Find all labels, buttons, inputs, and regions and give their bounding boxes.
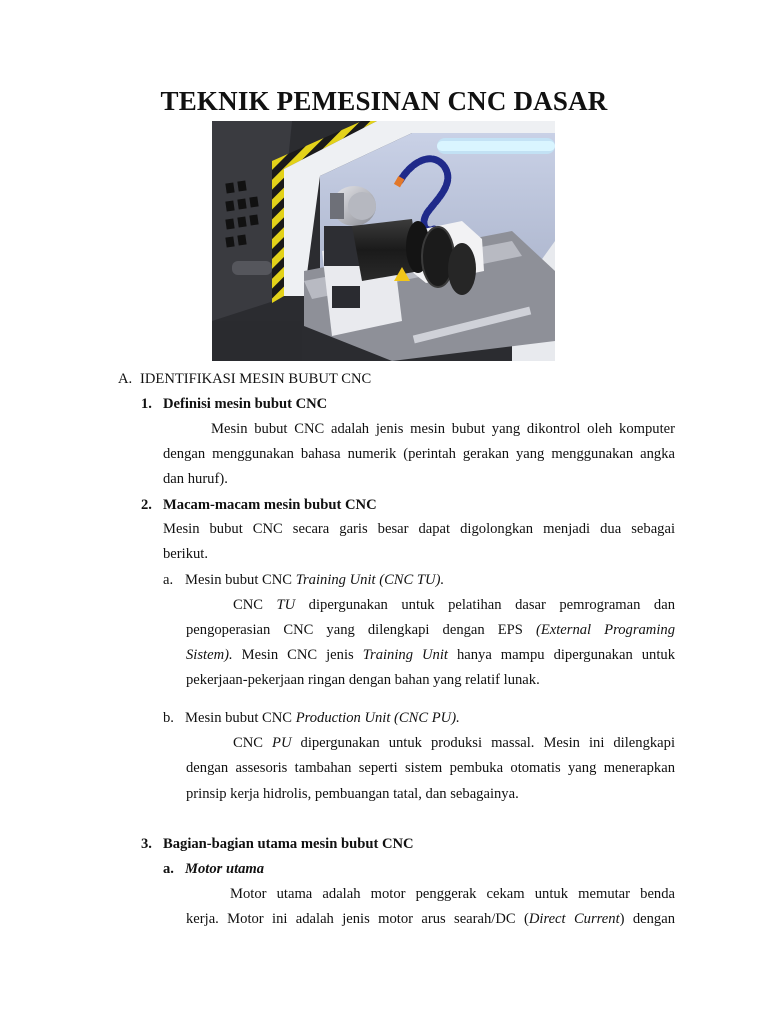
- paragraph-line: dengan menggunakan bahasa numerik (perintah gerakan yang menggunakan angka: [163, 446, 675, 462]
- item-title: Bagian-bagian utama mesin bubut CNC: [163, 836, 414, 852]
- paragraph-line: dan huruf).: [163, 471, 228, 487]
- text-run: kerja. Motor ini adalah jenis motor arus searah/DC (: [186, 911, 529, 927]
- paragraph-line: Mesin bubut CNC adalah jenis mesin bubut yang dikontrol oleh komputer: [211, 421, 675, 437]
- item-marker: 2.: [141, 497, 152, 513]
- paragraph-line: [186, 910, 675, 928]
- subitem-a-heading: [163, 571, 445, 589]
- paragraph-line: pekerjaan-pekerjaan ringan dengan bahan yang relatif lunak.: [186, 672, 540, 688]
- item-title: Definisi mesin bubut CNC: [163, 396, 328, 412]
- text-run: pengoperasian CNC yang dilengkapi dengan EPS: [186, 622, 536, 638]
- subitem-label-italic: Training Unit (CNC TU).: [295, 572, 445, 588]
- paragraph-line: Mesin bubut CNC secara garis besar dapat digolongkan menjadi dua sebagai: [163, 521, 675, 537]
- paragraph-line: [233, 596, 675, 614]
- item-marker: 3.: [141, 836, 152, 852]
- text-run: dipergunakan untuk pelatihan dasar pemrograman dan: [295, 597, 675, 613]
- text-run: CNC: [233, 597, 277, 613]
- subitem-marker: b.: [163, 710, 174, 726]
- text-run-italic: TU: [276, 597, 296, 613]
- text-run: dipergunakan untuk produksi massal. Mesin ini dilengkapi: [291, 735, 675, 751]
- text-run: CNC: [233, 735, 273, 751]
- page-title: TEKNIK PEMESINAN CNC DASAR: [160, 86, 608, 116]
- subitem-label-italic: Production Unit (CNC PU).: [295, 710, 460, 726]
- item-1-heading: [141, 395, 328, 413]
- text-run: hanya mampu dipergunakan untuk: [447, 647, 675, 663]
- paragraph-line: dengan assesoris tambahan seperti sistem pembuka otomatis yang menerapkan: [186, 760, 675, 776]
- paragraph-line: Motor utama adalah motor penggerak cekam untuk memutar benda: [230, 886, 675, 902]
- section-a-heading: [118, 370, 372, 388]
- text-run-italic: PU: [272, 735, 292, 751]
- paragraph-line: [186, 646, 675, 664]
- text-run-italic: Direct Current: [528, 911, 620, 927]
- text-run-italic: (External Programing: [536, 622, 675, 638]
- item-3-heading: [141, 835, 414, 853]
- subitem-label: Mesin bubut CNC: [185, 710, 296, 726]
- cnc-lathe-image: [212, 121, 555, 361]
- item-marker: 1.: [141, 396, 152, 412]
- subitem-title: Motor utama: [185, 861, 265, 877]
- paragraph-line: berikut.: [163, 546, 208, 562]
- item-2-heading: [141, 496, 377, 514]
- paragraph-line: [186, 621, 675, 639]
- text-run: Mesin CNC jenis: [232, 647, 363, 663]
- text-run-italic: Training Unit: [362, 647, 448, 663]
- subitem-label: Mesin bubut CNC: [185, 572, 296, 588]
- section-marker: A.: [118, 371, 133, 387]
- subitem-marker: a.: [163, 572, 174, 588]
- section-title: IDENTIFIKASI MESIN BUBUT CNC: [140, 371, 372, 387]
- subitem-b-heading: [163, 709, 460, 727]
- text-run: ) dengan: [619, 911, 675, 927]
- subitem-marker: a.: [163, 861, 174, 877]
- paragraph-line: [233, 734, 675, 752]
- text-run-italic: Sistem).: [186, 647, 233, 663]
- paragraph-line: prinsip kerja hidrolis, pembuangan tatal, dan sebagainya.: [186, 786, 519, 802]
- subitem-a-heading: [163, 860, 265, 878]
- item-title: Macam-macam mesin bubut CNC: [163, 497, 377, 513]
